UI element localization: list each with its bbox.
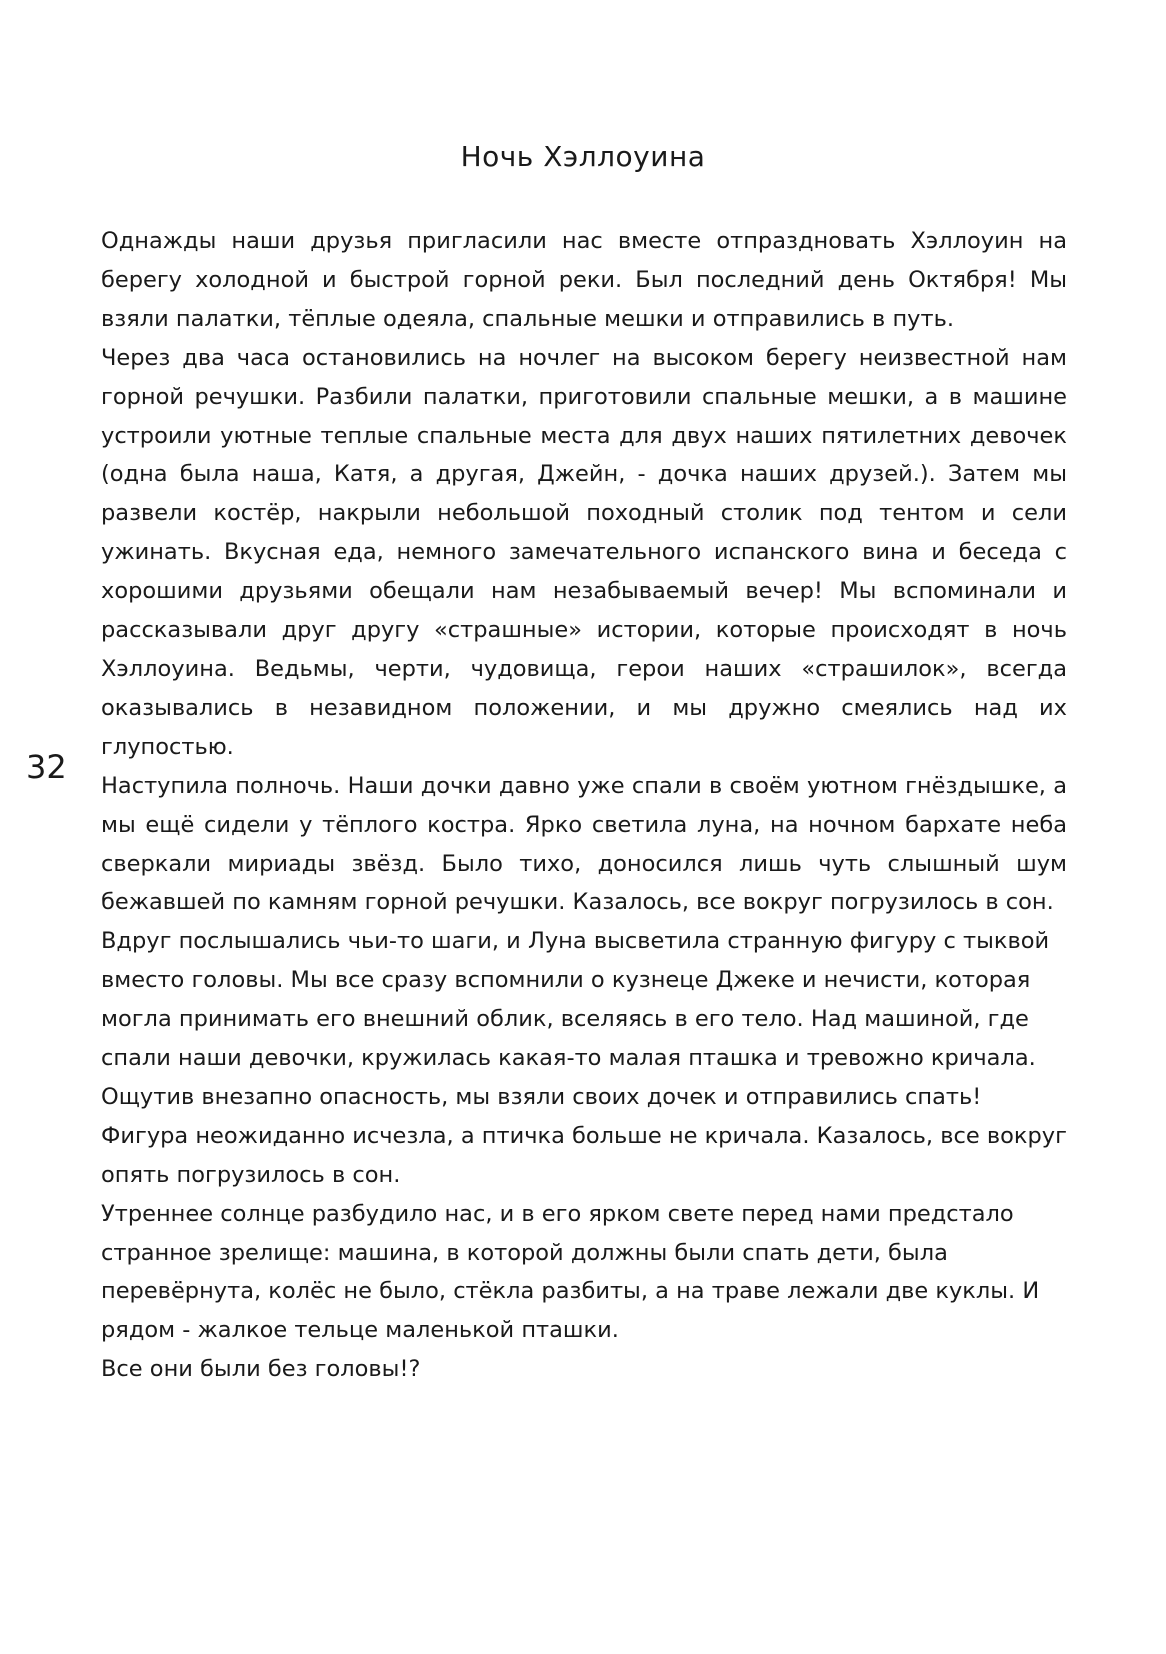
- paragraph-6: Все они были без головы!?: [101, 1356, 421, 1383]
- paragraph-5: Утреннее солнце разбудило нас, и в его ярком свете перед нами предстало странное зрелище: машина, в которой должны были спать дети, была перевёрнута, колёс не было, стёкла разбиты, а на траве лежали две куклы. И рядом - жалкое тельце маленькой пташки.: [101, 1200, 1040, 1344]
- page-title: Ночь Хэллоуина: [460, 140, 706, 173]
- paragraph-4: Вдруг послышались чьи-то шаги, и Луна высветила странную фигуру с тыквой вместо головы. Мы все сразу вспомнили о кузнеце Джеке и нечисти, которая могла принимать его внешний облик, вселяясь в его тело. Над машиной, где спали наши девочки, кружилась какая-то малая пташка и тревожно кричала. Ощутив внезапно опасность, мы взяли своих дочек и отправились спать! Фигура неожиданно исчезла, а птичка больше не кричала. Казалось, все вокруг опять погрузилось в сон.: [101, 928, 1067, 1188]
- paragraph-1: Однажды наши друзья пригласили нас вместе отпраздновать Хэллоуин на берегу холодной и быстрой горной реки. Был последний день Октября! Мы взяли палатки, тёплые одеяла, спальные мешки и отправились в путь.: [101, 228, 1067, 332]
- paragraph-2: Через два часа остановились на ночлег на высоком берегу неизвестной нам горной речушки. Разбили палатки, приготовили спальные мешки, а в машине устроили уютные теплые спальные места для двух наших пятилетних девочек (одна была наша, Катя, а другая, Джейн, - дочка наших друзей.). Затем мы развели костёр, накрыли небольшой походный столик под тентом и сели ужинать. Вкусная еда, немного замечательного испанского вина и беседа с хорошими друзьями обещали нам незабываемый вечер! Мы вспоминали и рассказывали друг другу «страшные» истории, которые происходят в ночь Хэллоуина. Ведьмы, черти, чудовища, герои наших «страшилок», всегда оказывались в незавидном положении, и мы дружно смеялись над их глупостью.: [101, 344, 1067, 760]
- paragraph-3: Наступила полночь. Наши дочки давно уже спали в своём уютном гнёздышке, а мы ещё сидели у тёплого костра. Ярко светила луна, на ночном бархате неба сверкали мириады звёзд. Было тихо, доносился лишь чуть слышный шум бежавшей по камням горной речушки. Казалось, все вокруг погрузилось в сон.: [101, 772, 1067, 916]
- story-body: [101, 222, 1067, 1389]
- page-number: 32: [26, 748, 67, 786]
